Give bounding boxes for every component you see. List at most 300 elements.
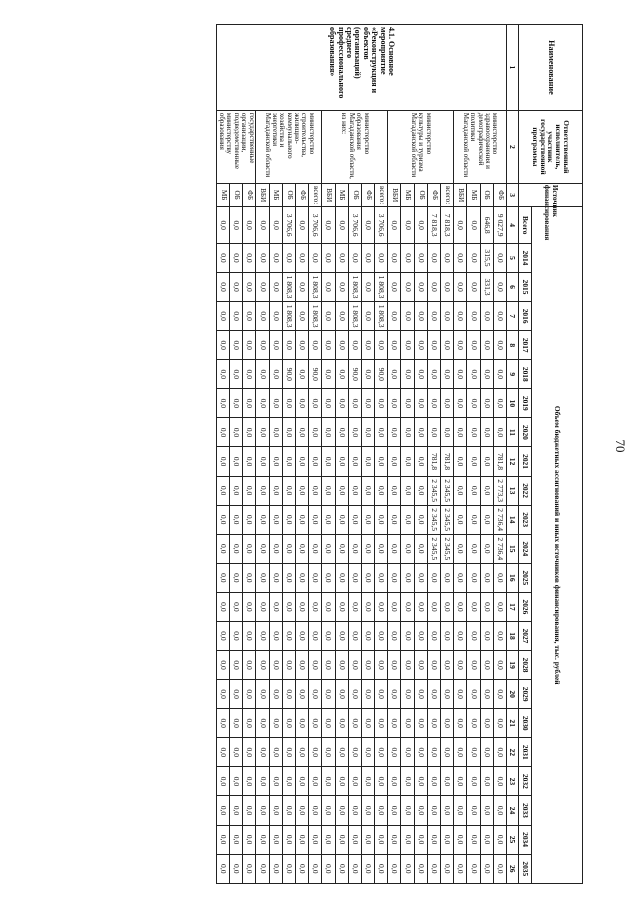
value-cell: 0,0 [427, 709, 440, 738]
value-cell: 0,0 [454, 534, 467, 563]
value-cell: 0,0 [401, 738, 414, 767]
value-cell: 0,0 [322, 563, 335, 592]
value-cell: 0,0 [296, 418, 309, 447]
value-cell: 0,0 [441, 418, 454, 447]
value-cell: 0,0 [322, 767, 335, 796]
value-cell: 0,0 [375, 825, 388, 854]
value-cell: 0,0 [441, 825, 454, 854]
year-header: 2014 [519, 243, 532, 272]
value-cell: 0,0 [269, 534, 282, 563]
value-cell: 0,0 [282, 709, 295, 738]
value-cell: 0,0 [467, 534, 480, 563]
year-header: 2028 [519, 651, 532, 680]
value-cell: 0,0 [480, 796, 493, 825]
value-cell: 0,0 [493, 680, 506, 709]
value-cell: 0,0 [427, 243, 440, 272]
value-cell: 0,0 [296, 796, 309, 825]
value-cell: 0,0 [256, 767, 269, 796]
total-cell: 7 818,3 [441, 207, 454, 243]
value-cell: 0,0 [269, 563, 282, 592]
value-cell: 0,0 [375, 796, 388, 825]
column-number: 20 [507, 680, 519, 709]
value-cell: 0,0 [296, 302, 309, 331]
column-number: 16 [507, 563, 519, 592]
value-cell: 0,0 [216, 651, 229, 680]
column-number: 11 [507, 418, 519, 447]
value-cell: 0,0 [296, 389, 309, 418]
total-cell: 0,0 [454, 207, 467, 243]
value-cell: 0,0 [335, 680, 348, 709]
value-cell: 0,0 [427, 651, 440, 680]
value-cell: 0,0 [322, 273, 335, 302]
value-cell: 0,0 [375, 389, 388, 418]
value-cell: 0,0 [216, 767, 229, 796]
value-cell: 0,0 [467, 854, 480, 883]
value-cell: 0,0 [243, 709, 256, 738]
value-cell: 0,0 [427, 360, 440, 389]
value-cell: 0,0 [256, 534, 269, 563]
value-cell: 0,0 [335, 592, 348, 621]
value-cell: 0,0 [480, 476, 493, 505]
value-cell: 0,0 [309, 505, 322, 534]
value-cell: 0,0 [216, 738, 229, 767]
value-cell: 0,0 [282, 505, 295, 534]
column-number: 4 [507, 207, 519, 243]
total-cell: 0,0 [269, 207, 282, 243]
value-cell: 0,0 [401, 243, 414, 272]
value-cell: 0,0 [216, 825, 229, 854]
value-cell: 0,0 [480, 825, 493, 854]
value-cell: 0,0 [401, 680, 414, 709]
value-cell: 0,0 [296, 331, 309, 360]
total-cell: 3 706,6 [375, 207, 388, 243]
value-cell: 0,0 [454, 796, 467, 825]
value-cell: 0,0 [401, 331, 414, 360]
column-number: 26 [507, 854, 519, 883]
total-cell: 646,8 [480, 207, 493, 243]
total-cell: 0,0 [296, 207, 309, 243]
value-cell: 0,0 [401, 418, 414, 447]
year-header: 2025 [519, 563, 532, 592]
value-cell: 0,0 [467, 738, 480, 767]
value-cell: 0,0 [282, 447, 295, 476]
value-cell: 0,0 [282, 651, 295, 680]
header-source: Источник финансирования [519, 183, 583, 207]
source-cell: ФБ [427, 183, 440, 207]
value-cell: 0,0 [467, 331, 480, 360]
value-cell: 0,0 [441, 273, 454, 302]
value-cell: 0,0 [296, 534, 309, 563]
value-cell: 0,0 [309, 738, 322, 767]
value-cell: 0,0 [243, 360, 256, 389]
source-cell: ВБИ [322, 183, 335, 207]
value-cell: 0,0 [401, 709, 414, 738]
value-cell: 0,0 [493, 592, 506, 621]
value-cell: 0,0 [401, 621, 414, 650]
value-cell: 0,0 [375, 563, 388, 592]
value-cell: 0,0 [296, 621, 309, 650]
value-cell: 0,0 [269, 418, 282, 447]
executor-name: государственные организации, подведомственные министерству образования [216, 110, 256, 183]
value-cell: 0,0 [401, 273, 414, 302]
value-cell: 0,0 [256, 563, 269, 592]
value-cell: 0,0 [493, 854, 506, 883]
value-cell: 0,0 [427, 331, 440, 360]
value-cell: 0,0 [335, 476, 348, 505]
value-cell: 0,0 [230, 243, 243, 272]
value-cell: 0,0 [361, 331, 374, 360]
value-cell: 0,0 [414, 621, 427, 650]
value-cell: 0,0 [467, 621, 480, 650]
value-cell: 0,0 [348, 447, 361, 476]
value-cell: 0,0 [243, 505, 256, 534]
value-cell: 0,0 [322, 651, 335, 680]
value-cell: 0,0 [361, 651, 374, 680]
value-cell: 0,0 [480, 505, 493, 534]
column-number: 18 [507, 621, 519, 650]
value-cell: 0,0 [348, 563, 361, 592]
value-cell: 0,0 [361, 360, 374, 389]
value-cell: 0,0 [441, 651, 454, 680]
value-cell: 0,0 [441, 331, 454, 360]
value-cell: 0,0 [256, 854, 269, 883]
rotated-page [73, 24, 583, 884]
value-cell: 0,0 [375, 709, 388, 738]
value-cell: 0,0 [480, 738, 493, 767]
value-cell: 0,0 [335, 360, 348, 389]
value-cell: 0,0 [348, 680, 361, 709]
total-cell: 3 706,6 [348, 207, 361, 243]
value-cell: 0,0 [243, 796, 256, 825]
total-cell: 0,0 [335, 207, 348, 243]
value-cell: 0,0 [388, 592, 401, 621]
value-cell: 0,0 [309, 825, 322, 854]
value-cell: 0,0 [282, 331, 295, 360]
value-cell: 0,0 [216, 534, 229, 563]
value-cell: 0,0 [322, 360, 335, 389]
value-cell: 0,0 [216, 680, 229, 709]
value-cell: 0,0 [269, 243, 282, 272]
value-cell: 0,0 [454, 767, 467, 796]
value-cell: 0,0 [335, 796, 348, 825]
year-header: 2022 [519, 476, 532, 505]
value-cell: 0,0 [282, 854, 295, 883]
value-cell: 0,0 [467, 505, 480, 534]
year-header: 2031 [519, 738, 532, 767]
value-cell: 2 345,5 [441, 534, 454, 563]
value-cell: 0,0 [388, 796, 401, 825]
column-number: 2 [507, 110, 519, 183]
value-cell: 0,0 [480, 767, 493, 796]
value-cell: 0,0 [269, 302, 282, 331]
total-cell: 0,0 [216, 207, 229, 243]
value-cell: 0,0 [348, 651, 361, 680]
value-cell: 0,0 [269, 738, 282, 767]
value-cell: 781,8 [441, 447, 454, 476]
header-executor: Ответственный исполнитель, участник государственной программы [519, 110, 583, 183]
value-cell: 2 345,5 [427, 476, 440, 505]
value-cell: 0,0 [322, 854, 335, 883]
value-cell: 0,0 [230, 651, 243, 680]
value-cell: 0,0 [296, 243, 309, 272]
value-cell: 2 345,5 [441, 505, 454, 534]
value-cell: 0,0 [269, 273, 282, 302]
value-cell: 0,0 [361, 418, 374, 447]
value-cell: 0,0 [296, 709, 309, 738]
value-cell: 0,0 [388, 505, 401, 534]
value-cell: 0,0 [282, 418, 295, 447]
value-cell: 0,0 [480, 302, 493, 331]
value-cell: 0,0 [427, 796, 440, 825]
value-cell: 0,0 [414, 563, 427, 592]
value-cell: 0,0 [230, 505, 243, 534]
value-cell: 0,0 [441, 302, 454, 331]
value-cell: 2 736,4 [493, 505, 506, 534]
value-cell: 0,0 [467, 476, 480, 505]
value-cell: 0,0 [388, 709, 401, 738]
value-cell: 0,0 [309, 418, 322, 447]
column-number: 5 [507, 243, 519, 272]
total-cell: 0,0 [322, 207, 335, 243]
value-cell: 0,0 [348, 825, 361, 854]
value-cell: 0,0 [243, 651, 256, 680]
value-cell: 0,0 [441, 767, 454, 796]
year-header: 2026 [519, 592, 532, 621]
value-cell: 0,0 [230, 709, 243, 738]
value-cell: 0,0 [401, 360, 414, 389]
value-cell: 0,0 [230, 447, 243, 476]
value-cell: 0,0 [322, 534, 335, 563]
value-cell: 0,0 [230, 738, 243, 767]
value-cell: 0,0 [361, 476, 374, 505]
value-cell: 0,0 [480, 709, 493, 738]
total-cell: 7 818,3 [427, 207, 440, 243]
value-cell: 0,0 [216, 505, 229, 534]
year-header: 2032 [519, 767, 532, 796]
value-cell: 0,0 [480, 621, 493, 650]
value-cell: 0,0 [309, 592, 322, 621]
value-cell: 0,0 [230, 273, 243, 302]
value-cell: 0,0 [388, 854, 401, 883]
value-cell: 0,0 [454, 709, 467, 738]
value-cell: 0,0 [296, 476, 309, 505]
total-cell: 0,0 [401, 207, 414, 243]
value-cell: 0,0 [335, 302, 348, 331]
value-cell: 0,0 [243, 767, 256, 796]
value-cell: 0,0 [256, 505, 269, 534]
value-cell: 0,0 [322, 505, 335, 534]
value-cell: 0,0 [427, 854, 440, 883]
value-cell: 0,0 [269, 389, 282, 418]
value-cell: 0,0 [216, 418, 229, 447]
value-cell: 0,0 [480, 418, 493, 447]
column-number: 25 [507, 825, 519, 854]
value-cell: 0,0 [467, 563, 480, 592]
value-cell: 0,0 [454, 854, 467, 883]
value-cell: 0,0 [414, 389, 427, 418]
value-cell: 0,0 [375, 505, 388, 534]
source-cell: ОБ [414, 183, 427, 207]
value-cell: 0,0 [375, 534, 388, 563]
value-cell: 0,0 [361, 273, 374, 302]
value-cell: 1 808,3 [375, 302, 388, 331]
value-cell: 0,0 [388, 273, 401, 302]
value-cell: 0,0 [361, 767, 374, 796]
value-cell: 0,0 [401, 505, 414, 534]
value-cell: 0,0 [388, 360, 401, 389]
value-cell: 0,0 [348, 534, 361, 563]
value-cell: 0,0 [296, 563, 309, 592]
column-number: 6 [507, 273, 519, 302]
value-cell: 0,0 [230, 592, 243, 621]
table-row [375, 25, 388, 884]
total-cell: 0,0 [467, 207, 480, 243]
value-cell: 0,0 [454, 621, 467, 650]
value-cell: 0,0 [467, 680, 480, 709]
source-cell: ВБИ [256, 183, 269, 207]
value-cell: 0,0 [427, 302, 440, 331]
value-cell: 0,0 [388, 563, 401, 592]
value-cell: 0,0 [467, 273, 480, 302]
value-cell: 0,0 [243, 273, 256, 302]
value-cell: 0,0 [375, 476, 388, 505]
value-cell: 0,0 [467, 302, 480, 331]
value-cell: 0,0 [388, 302, 401, 331]
value-cell: 0,0 [454, 592, 467, 621]
page-number: 70 [613, 439, 628, 453]
value-cell: 0,0 [216, 447, 229, 476]
value-cell: 0,0 [243, 302, 256, 331]
value-cell: 0,0 [493, 651, 506, 680]
source-cell: ФБ [296, 183, 309, 207]
value-cell: 0,0 [256, 331, 269, 360]
column-number: 3 [507, 183, 519, 207]
value-cell: 0,0 [427, 389, 440, 418]
value-cell: 0,0 [361, 592, 374, 621]
value-cell: 0,0 [493, 418, 506, 447]
value-cell: 0,0 [230, 796, 243, 825]
value-cell: 0,0 [309, 767, 322, 796]
value-cell: 0,0 [361, 825, 374, 854]
year-header: 2023 [519, 505, 532, 534]
year-header: 2024 [519, 534, 532, 563]
value-cell: 90,0 [348, 360, 361, 389]
executor-name: министерство строительства, жилищно-коммунального хозяйства и энергетики Магаданской области [256, 110, 322, 183]
value-cell: 0,0 [282, 389, 295, 418]
value-cell: 0,0 [388, 767, 401, 796]
value-cell: 0,0 [348, 621, 361, 650]
value-cell: 0,0 [427, 418, 440, 447]
value-cell: 0,0 [296, 854, 309, 883]
value-cell: 0,0 [348, 389, 361, 418]
value-cell: 0,0 [243, 476, 256, 505]
value-cell: 0,0 [388, 447, 401, 476]
value-cell: 90,0 [282, 360, 295, 389]
value-cell: 1 808,3 [282, 273, 295, 302]
value-cell: 781,8 [493, 447, 506, 476]
value-cell: 0,0 [269, 360, 282, 389]
value-cell: 0,0 [441, 360, 454, 389]
source-cell: ОБ [480, 183, 493, 207]
value-cell: 0,0 [480, 563, 493, 592]
value-cell: 0,0 [480, 592, 493, 621]
table-row [243, 25, 256, 884]
value-cell: 0,0 [216, 592, 229, 621]
value-cell: 0,0 [375, 418, 388, 447]
value-cell: 0,0 [388, 738, 401, 767]
year-header: 2033 [519, 796, 532, 825]
value-cell: 0,0 [375, 331, 388, 360]
value-cell: 0,0 [388, 476, 401, 505]
value-cell: 0,0 [388, 825, 401, 854]
value-cell: 0,0 [454, 651, 467, 680]
source-cell: ОБ [348, 183, 361, 207]
value-cell: 0,0 [256, 360, 269, 389]
value-cell: 0,0 [467, 592, 480, 621]
value-cell: 0,0 [361, 447, 374, 476]
year-header: 2030 [519, 709, 532, 738]
value-cell: 0,0 [388, 534, 401, 563]
value-cell: 0,0 [256, 302, 269, 331]
value-cell: 2 345,5 [427, 534, 440, 563]
value-cell: 0,0 [230, 680, 243, 709]
source-cell: МБ [269, 183, 282, 207]
value-cell: 0,0 [401, 854, 414, 883]
value-cell: 0,0 [414, 854, 427, 883]
value-cell: 0,0 [296, 592, 309, 621]
value-cell: 0,0 [243, 621, 256, 650]
value-cell: 0,0 [309, 534, 322, 563]
value-cell: 0,0 [375, 447, 388, 476]
value-cell: 0,0 [322, 592, 335, 621]
year-header: 2015 [519, 273, 532, 302]
value-cell: 0,0 [309, 389, 322, 418]
value-cell: 0,0 [216, 796, 229, 825]
value-cell: 0,0 [230, 360, 243, 389]
value-cell: 0,0 [322, 476, 335, 505]
value-cell: 0,0 [414, 447, 427, 476]
value-cell: 90,0 [375, 360, 388, 389]
value-cell: 0,0 [335, 563, 348, 592]
value-cell: 0,0 [414, 767, 427, 796]
value-cell: 0,0 [375, 680, 388, 709]
value-cell: 0,0 [335, 389, 348, 418]
value-cell: 0,0 [335, 709, 348, 738]
value-cell: 0,0 [427, 273, 440, 302]
value-cell: 0,0 [361, 302, 374, 331]
source-cell: МБ [335, 183, 348, 207]
value-cell: 0,0 [467, 796, 480, 825]
value-cell: 0,0 [467, 389, 480, 418]
value-cell: 0,0 [256, 825, 269, 854]
value-cell: 0,0 [322, 389, 335, 418]
column-number: 23 [507, 767, 519, 796]
value-cell: 0,0 [414, 273, 427, 302]
value-cell: 0,0 [441, 738, 454, 767]
value-cell: 0,0 [322, 418, 335, 447]
value-cell: 781,8 [427, 447, 440, 476]
value-cell: 0,0 [322, 302, 335, 331]
value-cell: 0,0 [467, 651, 480, 680]
value-cell: 0,0 [269, 680, 282, 709]
value-cell: 0,0 [269, 796, 282, 825]
value-cell: 0,0 [256, 651, 269, 680]
header-name: Наименование [519, 25, 583, 111]
column-number: 22 [507, 738, 519, 767]
value-cell: 0,0 [454, 825, 467, 854]
value-cell: 0,0 [230, 302, 243, 331]
value-cell: 0,0 [335, 243, 348, 272]
